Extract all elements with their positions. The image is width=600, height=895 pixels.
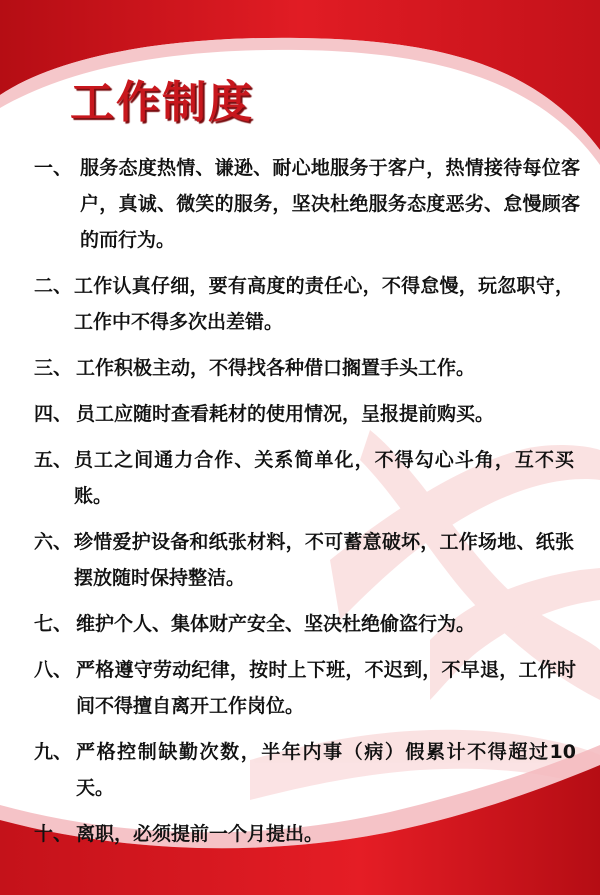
rule-text: 工作积极主动，不得找各种借口搁置手头工作。 bbox=[76, 357, 476, 379]
rule-text: 严格控制缺勤次数，半年内事（病）假累计不得超过10天。 bbox=[76, 741, 576, 799]
list-item bbox=[0, 350, 600, 386]
page-title: 工作制度 bbox=[70, 77, 254, 128]
rule-text: 维护个人、集体财产安全、坚决杜绝偷盗行为。 bbox=[76, 613, 476, 635]
rule-number: 七、 bbox=[34, 613, 73, 635]
rule-number: 八、 bbox=[34, 659, 73, 681]
rule-number: 三、 bbox=[34, 357, 73, 379]
rule-text: 珍惜爱护设备和纸张材料，不可蓄意破坏，工作场地、纸张摆放随时保持整洁。 bbox=[74, 531, 574, 589]
rule-number: 九、 bbox=[34, 741, 73, 763]
rule-text: 服务态度热情、谦逊、耐心地服务于客户，热情接待每位客户，真诚、微笑的服务，坚决杜绝服务态度恶劣、怠慢顾客的而行为。 bbox=[80, 157, 580, 251]
rule-text: 工作认真仔细，要有高度的责任心，不得怠慢，玩忽职守，工作中不得多次出差错。 bbox=[74, 275, 574, 333]
list-item bbox=[0, 734, 600, 806]
list-item bbox=[0, 816, 600, 852]
list-item bbox=[0, 524, 600, 596]
rule-number: 十、 bbox=[34, 823, 73, 845]
list-item bbox=[0, 268, 600, 340]
list-item bbox=[0, 606, 600, 642]
rule-number: 四、 bbox=[34, 403, 73, 425]
rule-number: 六、 bbox=[34, 531, 73, 553]
rule-number: 二、 bbox=[34, 275, 73, 297]
rule-text: 离职，必须提前一个月提出。 bbox=[76, 823, 324, 845]
list-item bbox=[0, 442, 600, 514]
rule-text: 员工应随时查看耗材的使用情况，呈报提前购买。 bbox=[76, 403, 495, 425]
rule-text: 严格遵守劳动纪律，按时上下班，不迟到，不早退，工作时间不得擅自离开工作岗位。 bbox=[76, 659, 576, 717]
list-item bbox=[0, 652, 600, 724]
list-item bbox=[0, 396, 600, 432]
rule-text: 员工之间通力合作、关系简单化，不得勾心斗角，互不买账。 bbox=[74, 449, 574, 507]
rules-list bbox=[0, 150, 600, 862]
rule-number: 一、 bbox=[34, 157, 73, 179]
rule-number: 五、 bbox=[34, 449, 73, 471]
list-item bbox=[0, 150, 600, 258]
